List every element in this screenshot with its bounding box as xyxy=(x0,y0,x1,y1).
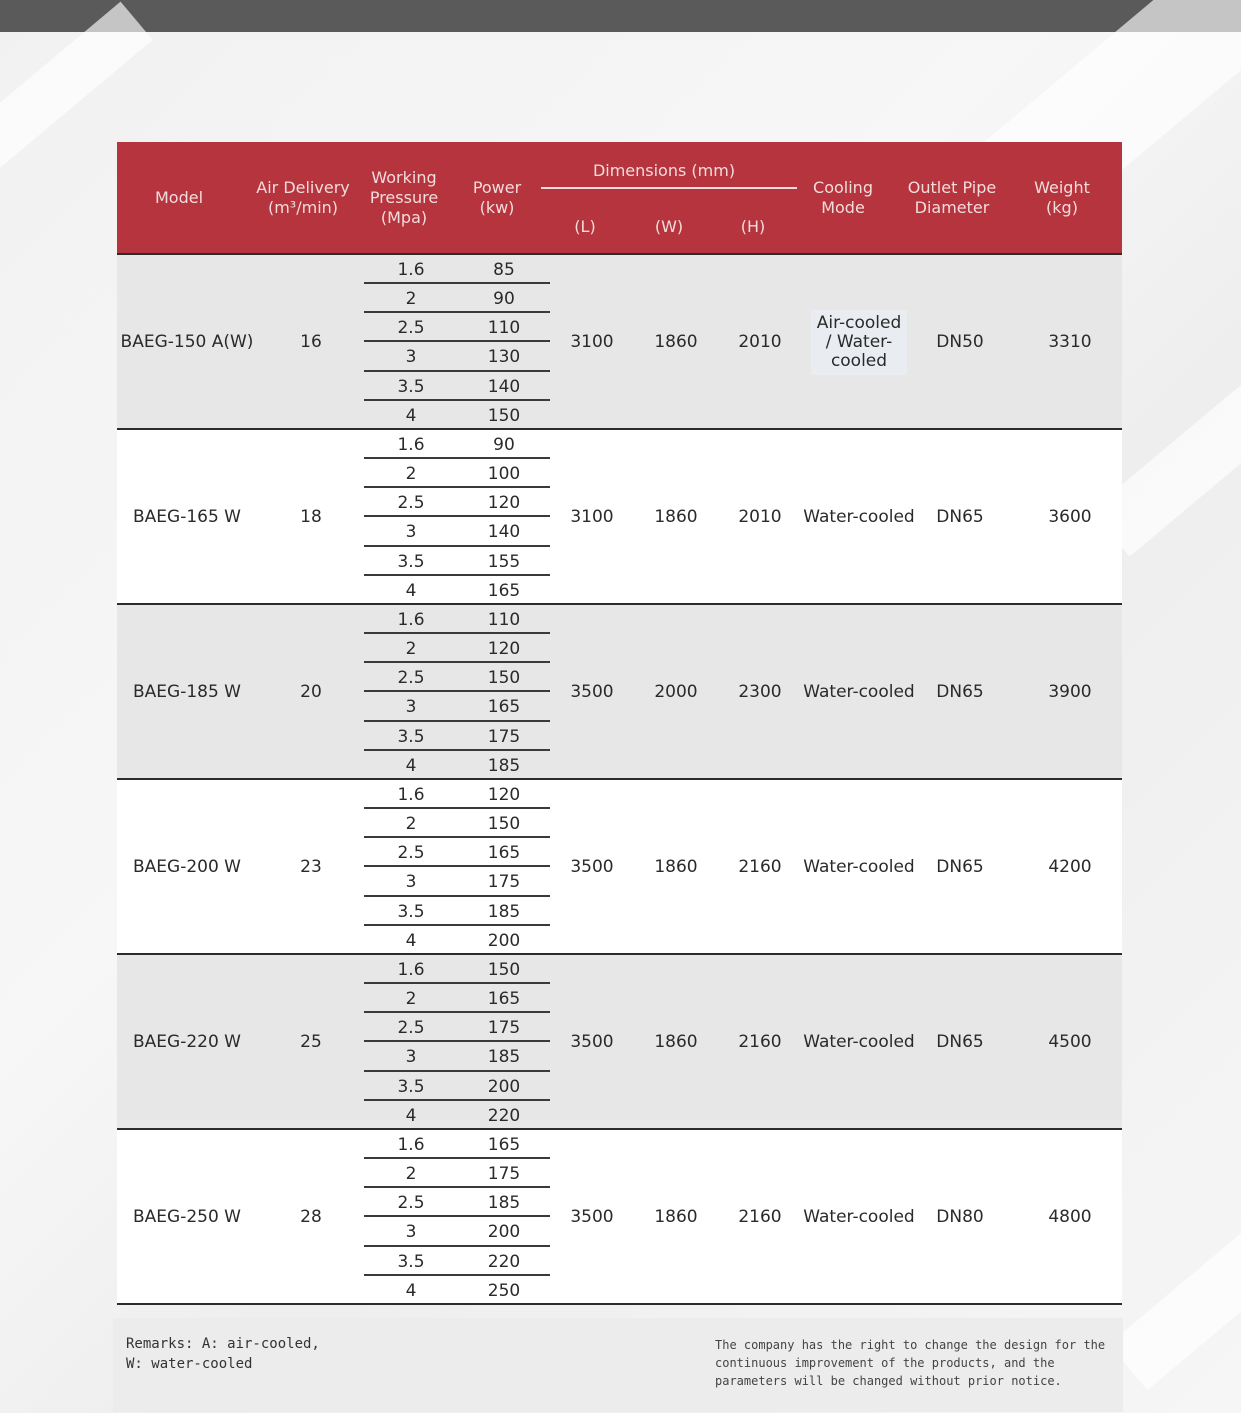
pressure-value: 1.6 xyxy=(397,960,425,980)
power-value: 175 xyxy=(487,872,521,893)
header-air-delivery xyxy=(256,178,349,218)
model-value: BAEG-165 W xyxy=(132,507,241,527)
pressure-power-row xyxy=(364,255,550,284)
background-stripe xyxy=(1109,1190,1241,1390)
pressure-power-row xyxy=(364,547,550,576)
header-dim-l: (L) xyxy=(574,217,596,236)
weight-value: 3310 xyxy=(1048,332,1092,352)
pressure-power-row xyxy=(364,284,550,313)
cell-model xyxy=(117,255,257,430)
header-working-pressure xyxy=(370,168,438,228)
cell-outlet xyxy=(917,255,1003,430)
pressure-value: 3 xyxy=(405,522,417,543)
header-air-delivery-line1: Air Delivery xyxy=(256,178,350,197)
cell-weight xyxy=(1022,780,1118,955)
spec-table xyxy=(117,142,1122,1305)
cooling-value: Water-cooled xyxy=(803,857,915,877)
header-power-line2: (kw) xyxy=(479,198,515,217)
power-value: 110 xyxy=(487,610,521,630)
power-value: 165 xyxy=(487,580,521,601)
table-row xyxy=(117,780,1122,955)
cell-w xyxy=(637,955,715,1130)
pressure-value: 1.6 xyxy=(397,785,425,805)
table-row xyxy=(117,430,1122,605)
pressure-power-subtable xyxy=(364,605,550,780)
weight-value: 3600 xyxy=(1048,507,1092,527)
pressure-power-row xyxy=(364,576,550,605)
h-value: 2160 xyxy=(738,1207,782,1227)
pressure-power-row xyxy=(364,1042,550,1071)
cell-l xyxy=(553,1130,631,1305)
air-delivery-value: 25 xyxy=(300,1032,322,1052)
cell-weight xyxy=(1022,955,1118,1130)
cooling-value: Water-cooled xyxy=(803,682,915,702)
pressure-value: 2 xyxy=(405,464,417,485)
header-power xyxy=(473,178,521,218)
w-value: 1860 xyxy=(654,857,698,877)
cell-w xyxy=(637,780,715,955)
outlet-value: DN65 xyxy=(936,1032,984,1052)
pressure-power-row xyxy=(364,1013,550,1042)
header-dim-h: (H) xyxy=(740,217,766,236)
table-row xyxy=(117,1130,1122,1305)
pressure-value: 2 xyxy=(405,289,417,310)
pressure-value: 4 xyxy=(405,930,417,951)
header-outlet-pipe xyxy=(908,178,996,218)
cell-outlet xyxy=(917,1130,1003,1305)
pressure-power-row xyxy=(364,722,550,751)
pressure-value: 2 xyxy=(405,1164,417,1185)
cell-model xyxy=(117,430,257,605)
header-weight-line1: Weight xyxy=(1034,178,1090,197)
pressure-power-row xyxy=(364,342,550,371)
remarks-disclaimer: The company has the right to change the design for the continuous improvement of the products, and the parameters will be changed without prior notice. xyxy=(715,1338,1106,1388)
pressure-value: 3.5 xyxy=(397,1076,425,1097)
header-model: Model xyxy=(154,188,204,207)
header-cooling-mode xyxy=(813,178,873,218)
cell-outlet xyxy=(917,430,1003,605)
power-value: 140 xyxy=(487,522,521,543)
pressure-value: 1.6 xyxy=(397,610,425,630)
cell-cooling xyxy=(803,255,915,430)
cell-weight xyxy=(1022,430,1118,605)
pressure-power-row xyxy=(364,1247,550,1276)
cell-cooling xyxy=(803,780,915,955)
pressure-value: 4 xyxy=(405,1105,417,1126)
cell-air-delivery xyxy=(267,255,355,430)
cell-cooling xyxy=(803,955,915,1130)
w-value: 1860 xyxy=(654,1032,698,1052)
pressure-power-row xyxy=(364,605,550,634)
power-value: 220 xyxy=(487,1251,521,1272)
model-value: BAEG-185 W xyxy=(132,682,241,702)
model-value: BAEG-200 W xyxy=(132,857,241,877)
cell-h xyxy=(721,255,799,430)
power-value: 165 xyxy=(487,989,521,1010)
pressure-power-row xyxy=(364,430,550,459)
power-value: 250 xyxy=(487,1280,521,1301)
power-value: 220 xyxy=(487,1105,521,1126)
pressure-power-row xyxy=(364,955,550,984)
cell-air-delivery xyxy=(267,430,355,605)
air-delivery-value: 28 xyxy=(300,1207,322,1227)
air-delivery-value: 23 xyxy=(300,857,322,877)
pressure-power-row xyxy=(364,517,550,546)
cell-w xyxy=(637,1130,715,1305)
cell-model xyxy=(117,780,257,955)
pressure-power-row xyxy=(364,692,550,721)
cell-l xyxy=(553,430,631,605)
pressure-power-subtable xyxy=(364,430,550,605)
weight-value: 3900 xyxy=(1048,682,1092,702)
power-value: 120 xyxy=(487,493,521,514)
pressure-power-row xyxy=(364,867,550,896)
power-value: 90 xyxy=(493,435,515,455)
pressure-power-row xyxy=(364,459,550,488)
power-value: 90 xyxy=(493,289,515,310)
cell-l xyxy=(553,955,631,1130)
power-value: 185 xyxy=(487,755,521,776)
header-pressure-line2: Pressure xyxy=(369,188,439,207)
pressure-value: 2.5 xyxy=(397,668,425,689)
cell-outlet xyxy=(917,780,1003,955)
power-value: 150 xyxy=(487,814,521,835)
pressure-power-subtable xyxy=(364,1130,550,1305)
cooling-value: Water-cooled xyxy=(803,507,915,527)
h-value: 2160 xyxy=(738,1032,782,1052)
pressure-value: 4 xyxy=(405,1280,417,1301)
pressure-power-row xyxy=(364,780,550,809)
l-value: 3500 xyxy=(570,682,614,702)
power-value: 100 xyxy=(487,464,521,485)
pressure-value: 2.5 xyxy=(397,1193,425,1214)
power-value: 200 xyxy=(487,930,521,951)
header-cooling-line1: Cooling xyxy=(813,178,873,197)
pressure-value: 4 xyxy=(405,580,417,601)
power-value: 150 xyxy=(487,960,521,980)
pressure-value: 3 xyxy=(405,347,417,368)
pressure-power-row xyxy=(364,809,550,838)
cooling-value: Water-cooled xyxy=(803,1032,915,1052)
pressure-value: 3 xyxy=(405,872,417,893)
cell-weight xyxy=(1022,255,1118,430)
l-value: 3500 xyxy=(570,1032,614,1052)
outlet-value: DN65 xyxy=(936,507,984,527)
power-value: 165 xyxy=(487,697,521,718)
cell-w xyxy=(637,430,715,605)
table-row xyxy=(117,605,1122,780)
cell-h xyxy=(721,1130,799,1305)
air-delivery-value: 18 xyxy=(300,507,322,527)
pressure-value: 2.5 xyxy=(397,493,425,514)
cell-cooling xyxy=(803,1130,915,1305)
pressure-power-row xyxy=(364,488,550,517)
header-outlet-line1: Outlet Pipe xyxy=(907,178,997,197)
model-value: BAEG-220 W xyxy=(132,1032,241,1052)
power-value: 175 xyxy=(487,726,521,747)
pressure-value: 1.6 xyxy=(397,260,425,280)
pressure-power-row xyxy=(364,401,550,430)
remarks-legend: Remarks: A: air-cooled, W: water-cooled xyxy=(126,1336,320,1372)
outlet-value: DN50 xyxy=(936,332,984,352)
h-value: 2160 xyxy=(738,857,782,877)
pressure-value: 4 xyxy=(405,405,417,426)
power-value: 175 xyxy=(487,1164,521,1185)
pressure-power-row xyxy=(364,1159,550,1188)
model-value: BAEG-150 A(W) xyxy=(120,332,254,352)
cell-model xyxy=(117,1130,257,1305)
cell-air-delivery xyxy=(267,780,355,955)
power-value: 165 xyxy=(487,1135,521,1155)
dimensions-divider xyxy=(541,187,797,189)
outlet-value: DN65 xyxy=(936,682,984,702)
pressure-value: 2 xyxy=(405,989,417,1010)
cell-air-delivery xyxy=(267,955,355,1130)
pressure-value: 2.5 xyxy=(397,1018,425,1039)
cell-cooling xyxy=(803,605,915,780)
weight-value: 4500 xyxy=(1048,1032,1092,1052)
table-row xyxy=(117,955,1122,1130)
pressure-power-row xyxy=(364,984,550,1013)
header-pressure-line1: Working xyxy=(371,168,437,187)
pressure-power-row xyxy=(364,897,550,926)
cell-outlet xyxy=(917,605,1003,780)
pressure-value: 2 xyxy=(405,814,417,835)
power-value: 150 xyxy=(487,405,521,426)
table-body xyxy=(117,255,1122,1305)
pressure-power-row xyxy=(364,1188,550,1217)
pressure-value: 3 xyxy=(405,1222,417,1243)
l-value: 3500 xyxy=(570,1207,614,1227)
header-dimensions: Dimensions (mm) xyxy=(592,161,736,180)
cell-cooling xyxy=(803,430,915,605)
table-row xyxy=(117,255,1122,430)
cell-l xyxy=(553,605,631,780)
cell-h xyxy=(721,955,799,1130)
pressure-power-subtable xyxy=(364,955,550,1130)
cell-model xyxy=(117,955,257,1130)
pressure-power-subtable xyxy=(364,780,550,955)
pressure-power-row xyxy=(364,751,550,780)
cell-h xyxy=(721,780,799,955)
pressure-power-row xyxy=(364,634,550,663)
pressure-value: 3.5 xyxy=(397,901,425,922)
table-header xyxy=(117,142,1122,255)
cell-h xyxy=(721,430,799,605)
cell-weight xyxy=(1022,605,1118,780)
w-value: 1860 xyxy=(654,332,698,352)
air-delivery-value: 16 xyxy=(300,332,322,352)
pressure-power-row xyxy=(364,1276,550,1305)
power-value: 200 xyxy=(487,1076,521,1097)
pressure-value: 2.5 xyxy=(397,318,425,339)
power-value: 165 xyxy=(487,843,521,864)
pressure-power-row xyxy=(364,663,550,692)
cell-model xyxy=(117,605,257,780)
cell-h xyxy=(721,605,799,780)
pressure-power-row xyxy=(364,1072,550,1101)
pressure-value: 3.5 xyxy=(397,1251,425,1272)
remarks-panel xyxy=(113,1318,1123,1412)
cell-w xyxy=(637,605,715,780)
pressure-value: 1.6 xyxy=(397,1135,425,1155)
cell-l xyxy=(553,780,631,955)
w-value: 2000 xyxy=(654,682,698,702)
pressure-power-row xyxy=(364,372,550,401)
cell-outlet xyxy=(917,955,1003,1130)
weight-value: 4800 xyxy=(1048,1207,1092,1227)
h-value: 2300 xyxy=(738,682,782,702)
pressure-value: 3 xyxy=(405,1047,417,1068)
header-pressure-line3: (Mpa) xyxy=(380,208,428,227)
h-value: 2010 xyxy=(738,507,782,527)
power-value: 155 xyxy=(487,551,521,572)
pressure-value: 3.5 xyxy=(397,551,425,572)
top-bar xyxy=(0,0,1241,32)
power-value: 140 xyxy=(487,376,521,397)
l-value: 3100 xyxy=(570,332,614,352)
header-air-delivery-line2: (m³/min) xyxy=(267,198,339,217)
power-value: 110 xyxy=(487,318,521,339)
pressure-power-row xyxy=(364,926,550,955)
pressure-value: 2.5 xyxy=(397,843,425,864)
pressure-power-row xyxy=(364,1101,550,1130)
cell-w xyxy=(637,255,715,430)
header-weight xyxy=(1034,178,1090,218)
pressure-power-row xyxy=(364,1130,550,1159)
cell-air-delivery xyxy=(267,1130,355,1305)
power-value: 130 xyxy=(487,347,521,368)
air-delivery-value: 20 xyxy=(300,682,322,702)
header-dim-w: (W) xyxy=(654,217,684,236)
cell-weight xyxy=(1022,1130,1118,1305)
pressure-value: 2 xyxy=(405,639,417,660)
header-outlet-line2: Diameter xyxy=(914,198,990,217)
power-value: 200 xyxy=(487,1222,521,1243)
h-value: 2010 xyxy=(738,332,782,352)
outlet-value: DN65 xyxy=(936,857,984,877)
power-value: 185 xyxy=(487,901,521,922)
l-value: 3100 xyxy=(570,507,614,527)
model-value: BAEG-250 W xyxy=(132,1207,241,1227)
pressure-power-subtable xyxy=(364,255,550,430)
pressure-value: 3 xyxy=(405,697,417,718)
cell-l xyxy=(553,255,631,430)
w-value: 1860 xyxy=(654,507,698,527)
pressure-power-row xyxy=(364,313,550,342)
power-value: 185 xyxy=(487,1047,521,1068)
w-value: 1860 xyxy=(654,1207,698,1227)
pressure-value: 4 xyxy=(405,755,417,776)
pressure-value: 1.6 xyxy=(397,435,425,455)
cooling-value: Air-cooled / Water-cooled xyxy=(811,310,907,375)
pressure-value: 3.5 xyxy=(397,726,425,747)
power-value: 185 xyxy=(487,1193,521,1214)
weight-value: 4200 xyxy=(1048,857,1092,877)
power-value: 120 xyxy=(487,639,521,660)
power-value: 120 xyxy=(487,785,521,805)
power-value: 85 xyxy=(493,260,515,280)
cooling-value: Water-cooled xyxy=(803,1207,915,1227)
power-value: 150 xyxy=(487,668,521,689)
l-value: 3500 xyxy=(570,857,614,877)
power-value: 175 xyxy=(487,1018,521,1039)
pressure-power-row xyxy=(364,838,550,867)
outlet-value: DN80 xyxy=(936,1207,984,1227)
pressure-value: 3.5 xyxy=(397,376,425,397)
header-weight-line2: (kg) xyxy=(1046,198,1078,217)
cell-air-delivery xyxy=(267,605,355,780)
pressure-power-row xyxy=(364,1217,550,1246)
header-cooling-line2: Mode xyxy=(821,198,865,217)
header-power-line1: Power xyxy=(472,178,522,197)
